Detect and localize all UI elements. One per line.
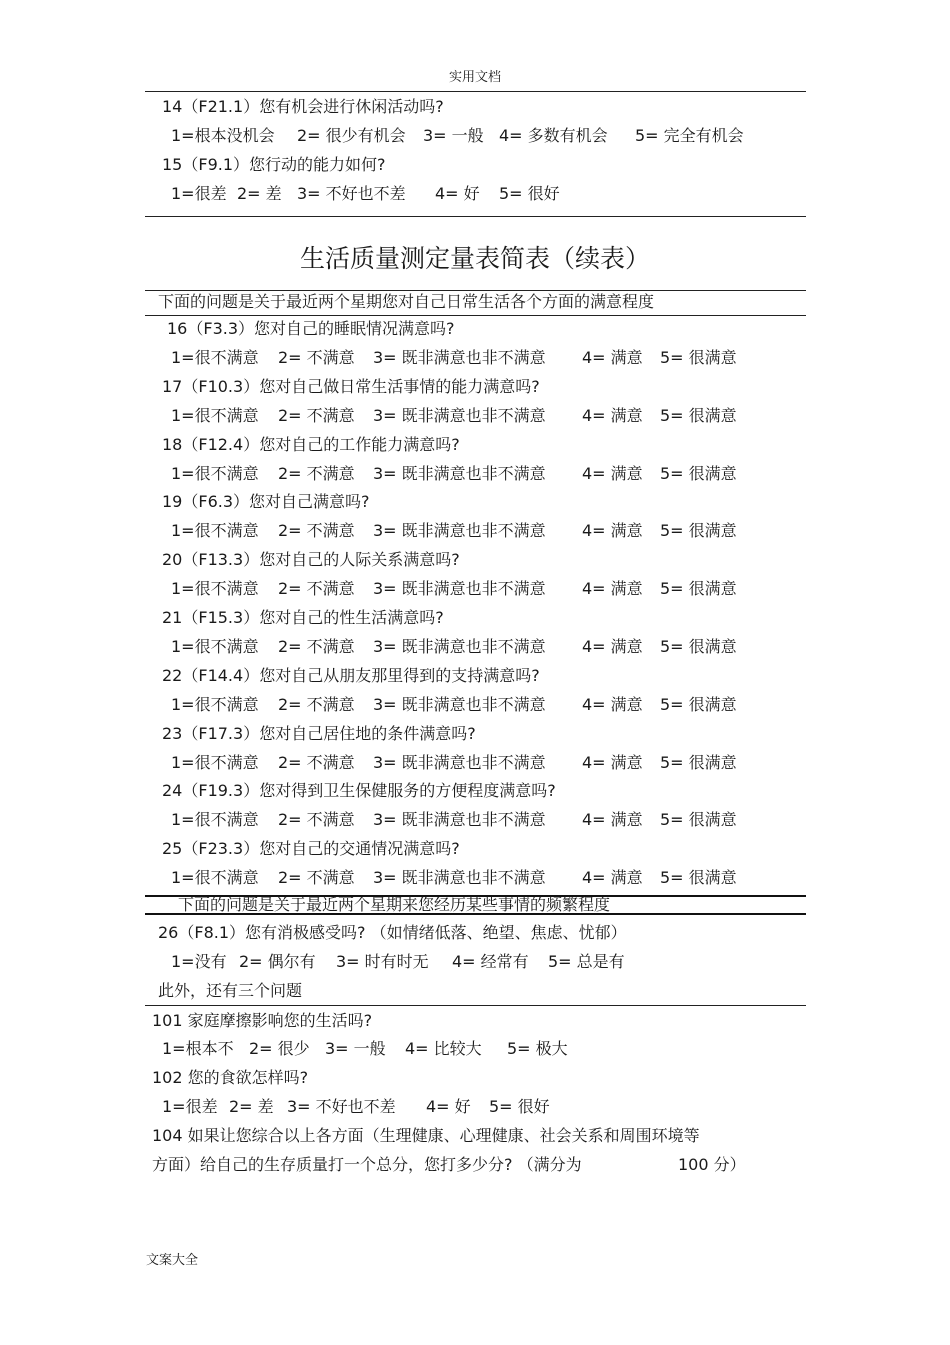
question-14: 14（F21.1）您有机会进行休闲活动吗?	[162, 97, 444, 116]
answer-option: 3= 不好也不差	[297, 184, 406, 203]
answer-option: 5= 极大	[507, 1039, 568, 1058]
answer-option: 3= 既非满意也非不满意	[373, 579, 546, 599]
answers-101	[162, 1039, 568, 1059]
question-16: 16（F3.3）您对自己的睡眠情况满意吗?	[167, 319, 455, 338]
question-104-line2: 方面）给自己的生存质量打一个总分，您打多少分? （满分为	[152, 1155, 582, 1174]
answer-option: 5= 很满意	[660, 405, 737, 425]
answer-option: 5= 很满意	[660, 348, 737, 367]
section-rule	[145, 290, 806, 291]
answer-option: 3= 时有时无	[336, 952, 429, 971]
answer-option: 1=很不满意	[171, 463, 259, 483]
answer-option: 4= 满意	[582, 521, 643, 541]
answers-22	[171, 695, 737, 715]
section-heading-satisfaction: 下面的问题是关于最近两个星期您对自己日常生活各个方面的满意程度	[158, 292, 655, 311]
question-104-line1: 104 如果让您综合以上各方面（生理健康、心理健康、社会关系和周围环境等	[152, 1126, 700, 1145]
answer-option: 1=很差	[162, 1097, 218, 1116]
answer-option: 4= 满意	[582, 810, 643, 830]
answers-23	[171, 753, 737, 773]
answer-option: 4= 比较大	[405, 1039, 482, 1058]
answer-option: 2= 不满意	[278, 521, 355, 541]
question-23: 23（F17.3）您对自己居住地的条件满意吗?	[162, 723, 476, 743]
answer-option: 4= 满意	[582, 637, 643, 656]
answer-option: 3= 既非满意也非不满意	[373, 868, 546, 888]
answer-option: 5= 很满意	[660, 868, 737, 888]
page-title: 生活质量测定量表简表（续表）	[299, 244, 650, 273]
answer-option: 1=很不满意	[171, 868, 259, 888]
section-rule	[145, 315, 806, 316]
answer-option: 3= 既非满意也非不满意	[373, 348, 546, 367]
answer-option: 1=根本不	[162, 1039, 234, 1058]
answer-option: 5= 总是有	[548, 952, 625, 971]
section-heading-frequency: 下面的问题是关于最近两个星期来您经历某些事情的频繁程度	[178, 895, 611, 914]
answer-option: 2= 不满意	[278, 868, 355, 888]
answer-option: 3= 既非满意也非不满意	[373, 637, 546, 656]
answer-option: 1=很不满意	[171, 637, 259, 656]
answer-option: 1=很不满意	[171, 810, 259, 830]
answer-option: 2= 不满意	[278, 637, 355, 656]
answers-16	[171, 348, 737, 368]
answer-option: 5= 很满意	[660, 521, 737, 541]
page-footer: 文案大全	[146, 1253, 199, 1268]
answer-option: 4= 多数有机会	[499, 126, 608, 145]
answer-option: 1=很差	[171, 184, 227, 203]
section-rule	[145, 1005, 806, 1006]
answers-21	[171, 637, 737, 657]
answer-option: 3= 既非满意也非不满意	[373, 463, 546, 483]
header-rule	[145, 91, 806, 92]
answers-20	[171, 579, 737, 599]
answer-option: 3= 既非满意也非不满意	[373, 405, 546, 425]
answer-option: 2= 很少	[249, 1039, 310, 1058]
answer-option: 4= 满意	[582, 752, 643, 772]
answers-17	[171, 406, 737, 426]
answer-option: 1=很不满意	[171, 521, 259, 541]
answers-24	[171, 810, 737, 830]
answer-option: 3= 既非满意也非不满意	[373, 752, 546, 772]
answer-option: 2= 不满意	[278, 579, 355, 599]
question-17: 17（F10.3）您对自己做日常生活事情的能力满意吗?	[162, 376, 540, 396]
question-25: 25（F23.3）您对自己的交通情况满意吗?	[162, 839, 460, 859]
question-15: 15（F9.1）您行动的能力如何?	[162, 155, 386, 174]
answer-option: 1=很不满意	[171, 752, 259, 772]
section-rule	[145, 216, 806, 217]
answers-102	[162, 1097, 550, 1117]
answers-18	[171, 464, 737, 484]
answer-option: 5= 完全有机会	[635, 126, 744, 145]
answer-option: 5= 很满意	[660, 810, 737, 830]
question-22: 22（F14.4）您对自己从朋友那里得到的支持满意吗?	[162, 665, 540, 685]
answer-option: 3= 既非满意也非不满意	[373, 521, 546, 541]
question-19: 19（F6.3）您对自己满意吗?	[162, 492, 370, 512]
question-26: 26（F8.1）您有消极感受吗? （如情绪低落、绝望、焦虑、忧郁）	[158, 923, 627, 942]
answer-option: 5= 很满意	[660, 694, 737, 714]
question-24: 24（F19.3）您对得到卫生保健服务的方便程度满意吗?	[162, 781, 556, 801]
answer-option: 2= 不满意	[278, 405, 355, 425]
answer-option: 2= 差	[237, 184, 282, 203]
answer-option: 4= 好	[426, 1097, 471, 1116]
answer-option: 2= 不满意	[278, 348, 355, 367]
answer-option: 1=根本没机会	[171, 126, 275, 145]
answer-option: 4= 满意	[582, 463, 643, 483]
answer-option: 2= 偶尔有	[239, 952, 316, 971]
answer-option: 5= 很满意	[660, 463, 737, 483]
answer-option: 2= 不满意	[278, 752, 355, 772]
answer-option: 5= 很满意	[660, 579, 737, 599]
answer-option: 3= 不好也不差	[287, 1097, 396, 1116]
answer-option: 1=没有	[171, 952, 227, 971]
answer-option: 4= 满意	[582, 694, 643, 714]
question-21: 21（F15.3）您对自己的性生活满意吗?	[162, 608, 444, 627]
answer-option: 5= 很好	[499, 184, 560, 203]
question-102: 102 您的食欲怎样吗?	[152, 1068, 309, 1087]
answer-option: 4= 满意	[582, 579, 643, 599]
answer-option: 4= 满意	[582, 868, 643, 888]
answer-option: 5= 很满意	[660, 752, 737, 772]
answer-option: 1=很不满意	[171, 405, 259, 425]
section-rule	[145, 913, 806, 915]
answer-option: 4= 好	[435, 184, 480, 203]
answers-14	[171, 126, 744, 146]
answer-option: 2= 不满意	[278, 463, 355, 483]
answer-option: 5= 很满意	[660, 637, 737, 656]
question-18: 18（F12.4）您对自己的工作能力满意吗?	[162, 434, 460, 454]
answer-option: 1=很不满意	[171, 579, 259, 599]
answer-option: 2= 不满意	[278, 694, 355, 714]
answer-option: 5= 很好	[489, 1097, 550, 1116]
answer-option: 2= 不满意	[278, 810, 355, 830]
answer-option: 3= 既非满意也非不满意	[373, 694, 546, 714]
answers-19	[171, 521, 737, 541]
question-104-score: 100 分）	[678, 1155, 746, 1174]
question-20: 20（F13.3）您对自己的人际关系满意吗?	[162, 550, 460, 570]
section-heading-extra: 此外，还有三个问题	[158, 981, 303, 1000]
answer-option: 4= 满意	[582, 348, 643, 367]
answer-option: 4= 满意	[582, 405, 643, 425]
answers-25	[171, 868, 737, 888]
answer-option: 2= 很少有机会	[297, 126, 406, 145]
answer-option: 4= 经常有	[452, 952, 529, 971]
answer-option: 1=很不满意	[171, 348, 259, 367]
answers-15	[171, 184, 560, 204]
answer-option: 3= 一般	[423, 126, 484, 145]
question-101: 101 家庭摩擦影响您的生活吗?	[152, 1011, 373, 1030]
answer-option: 1=很不满意	[171, 694, 259, 714]
answer-option: 2= 差	[229, 1097, 274, 1116]
answer-option: 3= 既非满意也非不满意	[373, 810, 546, 830]
answers-26	[171, 952, 625, 972]
page-header: 实用文档	[448, 70, 501, 85]
answer-option: 3= 一般	[325, 1039, 386, 1058]
